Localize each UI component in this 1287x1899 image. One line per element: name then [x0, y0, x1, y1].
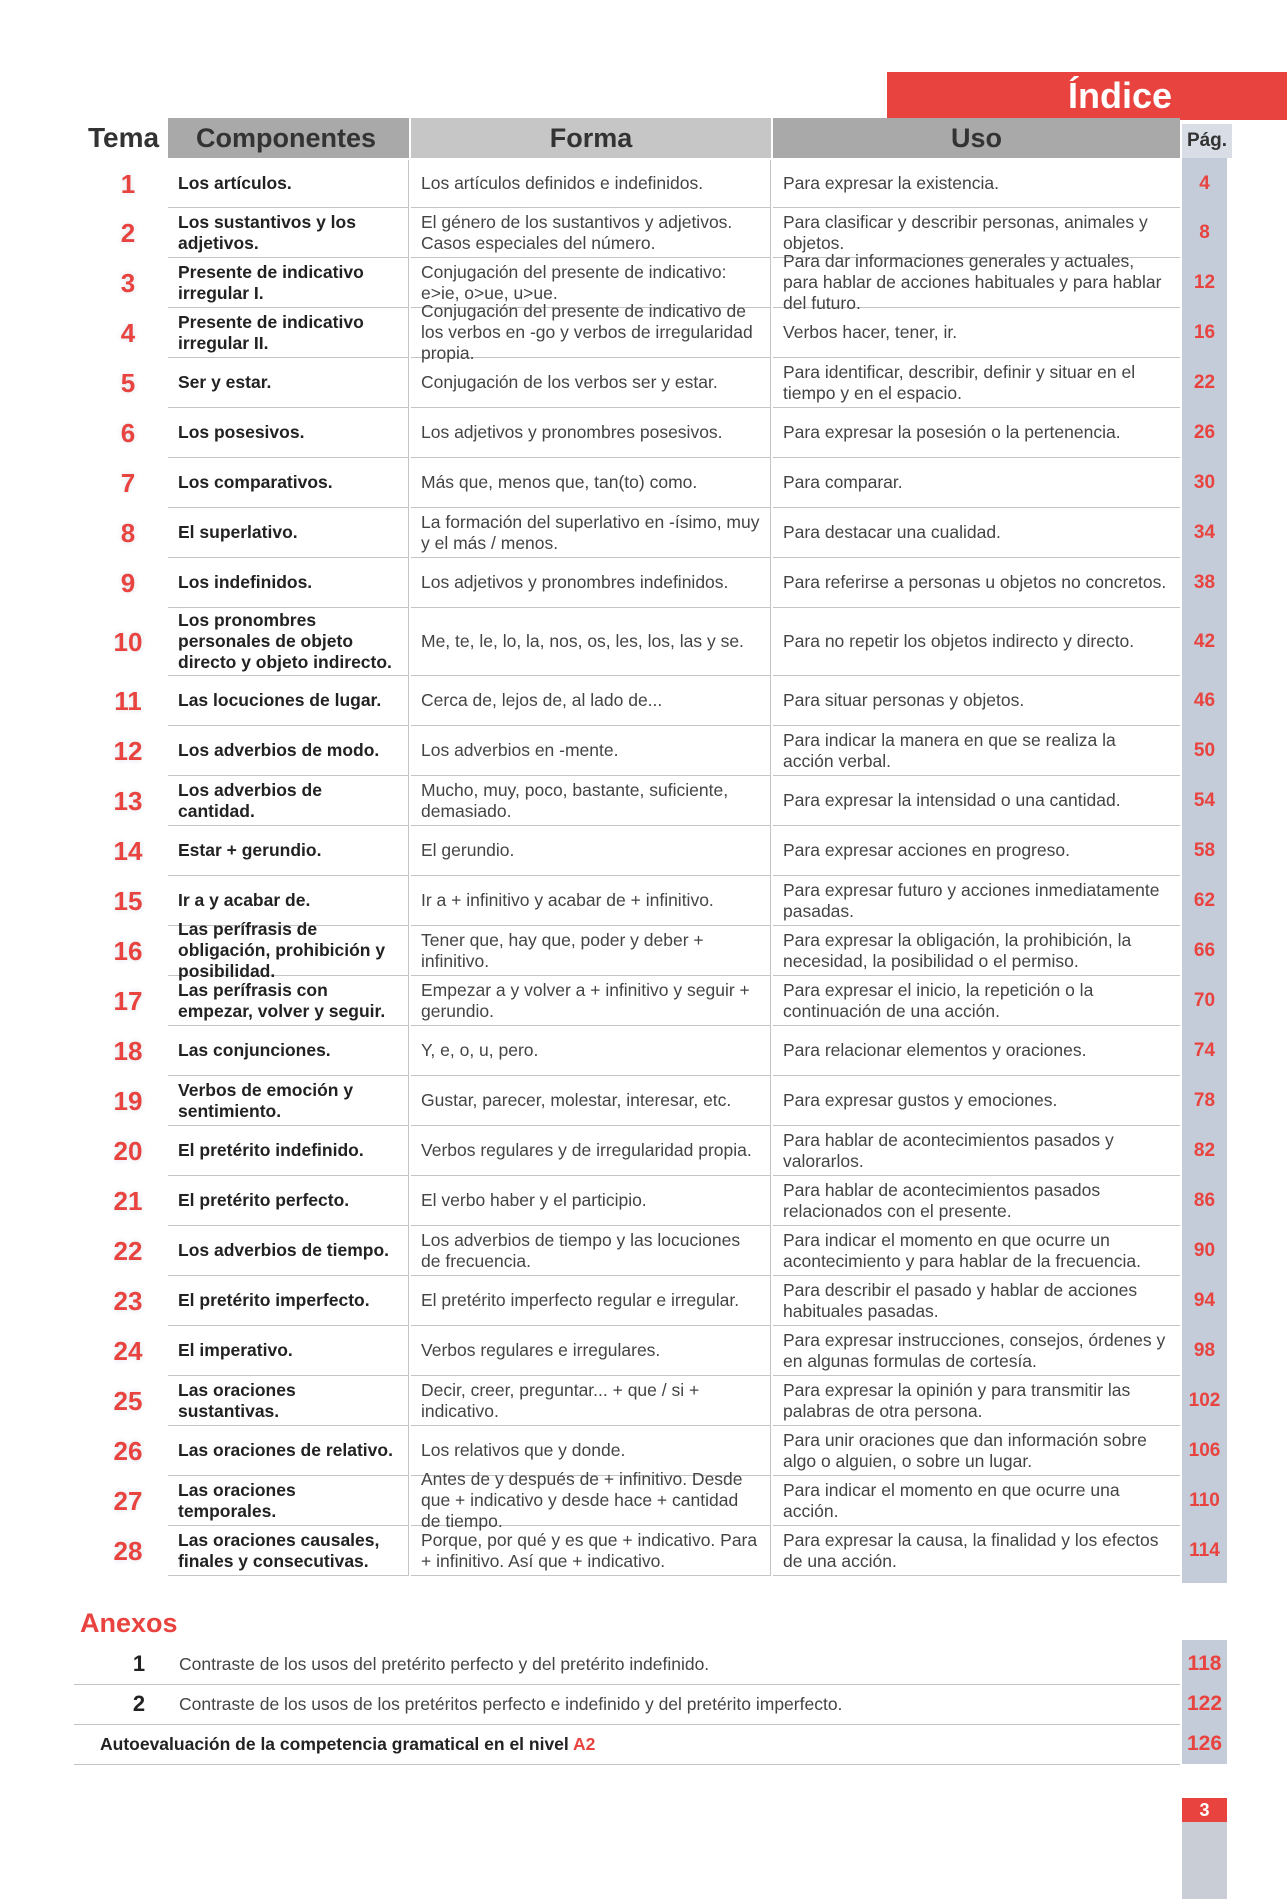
tema-number: 1 [120, 169, 136, 199]
page-ref: 98 [1193, 1340, 1216, 1361]
table-row[interactable] [0, 558, 1287, 608]
forma-cell-text: Mucho, muy, poco, bastante, suficiente, demasiado. [421, 779, 729, 821]
uso-cell [773, 508, 1180, 558]
uso-cell-text: Para expresar el inicio, la repetición o la continuación de una acción. [783, 979, 1094, 1021]
page-number: 3 [1182, 1798, 1227, 1822]
page-ref: 50 [1193, 740, 1216, 761]
table-row[interactable] [0, 776, 1287, 826]
forma-cell-text: El gerundio. [421, 840, 515, 860]
uso-cell-text: Para expresar la opinión y para transmitir las palabras de otra persona. [783, 1379, 1131, 1421]
uso-cell-text: Para dar informaciones generales y actuales, para hablar de acciones habituales y para hablar del futuro. [783, 251, 1162, 313]
componente-cell [168, 776, 409, 826]
forma-cell-text: Conjugación del presente de indicativo: e>ie, o>ue, u>ue. [421, 261, 727, 303]
uso-cell-text: Para referirse a personas u objetos no concretos. [783, 572, 1167, 592]
uso-cell-text: Para expresar la posesión o la pertenencia. [783, 422, 1121, 442]
componente-cell-text: Los posesivos. [178, 422, 305, 442]
componente-cell-text: Los indefinidos. [178, 572, 313, 592]
uso-cell [773, 160, 1180, 208]
uso-cell-text: Para expresar la intensidad o una cantidad. [783, 790, 1121, 810]
componente-cell [168, 208, 409, 258]
tema-number: 16 [113, 936, 143, 966]
uso-cell [773, 1376, 1180, 1426]
page-ref: 30 [1193, 472, 1216, 493]
forma-cell [411, 1469, 771, 1531]
forma-cell [411, 926, 771, 976]
forma-cell-text: Verbos regulares e irregulares. [421, 1340, 661, 1360]
table-row[interactable] [0, 1526, 1287, 1576]
tema-number: 8 [120, 518, 136, 548]
uso-cell [773, 1526, 1180, 1576]
uso-cell-text: Para comparar. [783, 472, 903, 492]
forma-cell [411, 876, 771, 926]
forma-cell-text: Los relativos que y donde. [421, 1440, 626, 1460]
tema-number: 2 [120, 218, 136, 248]
componente-cell-text: El imperativo. [178, 1340, 293, 1360]
componente-cell-text: Las perífrasis con empezar, volver y seguir. [178, 979, 386, 1021]
componente-cell [168, 1526, 409, 1576]
componente-cell-text: Las oraciones causales, finales y consecutivas. [178, 1529, 380, 1571]
table-row[interactable] [0, 508, 1287, 558]
anexo-number: 1 [132, 1651, 146, 1676]
forma-header: Forma [411, 118, 771, 158]
componente-cell-text: Los adverbios de tiempo. [178, 1240, 390, 1260]
uso-cell [773, 976, 1180, 1026]
forma-cell-text: Decir, creer, preguntar... + que / si + indicativo. [421, 1379, 700, 1421]
forma-cell-text: Verbos regulares y de irregularidad propia. [421, 1140, 752, 1160]
uso-cell [773, 1276, 1180, 1326]
uso-header: Uso [773, 118, 1180, 158]
tema-number: 3 [120, 268, 136, 298]
componente-cell [168, 676, 409, 726]
uso-cell [773, 558, 1180, 608]
uso-cell-text: Para describir el pasado y hablar de acciones habituales pasadas. [783, 1279, 1138, 1321]
uso-cell-text: Para expresar futuro y acciones inmediatamente pasadas. [783, 879, 1160, 921]
forma-cell [411, 608, 771, 676]
tema-number: 24 [113, 1336, 143, 1366]
tema-number: 18 [113, 1036, 143, 1066]
page-ref: 86 [1193, 1190, 1216, 1211]
uso-cell-text: Para indicar la manera en que se realiza la acción verbal. [783, 729, 1116, 771]
uso-cell [773, 926, 1180, 976]
tema-number: 15 [113, 886, 143, 916]
componente-cell-text: Ir a y acabar de. [178, 890, 311, 910]
forma-cell-text: Los adverbios de tiempo y las locuciones de frecuencia. [421, 1229, 741, 1271]
autoevaluacion-row[interactable] [74, 1724, 1180, 1765]
forma-cell [411, 676, 771, 726]
table-row[interactable] [0, 1469, 1287, 1531]
forma-cell [411, 1326, 771, 1376]
page-ref: 114 [1189, 1540, 1220, 1561]
componente-cell-text: Las conjunciones. [178, 1040, 331, 1060]
componente-cell [168, 1026, 409, 1076]
forma-cell-text: Cerca de, lejos de, al lado de... [421, 690, 663, 710]
uso-cell [773, 1026, 1180, 1076]
uso-cell [773, 1476, 1180, 1526]
table-row[interactable] [0, 1126, 1287, 1176]
uso-cell [773, 358, 1180, 408]
componente-cell [168, 1276, 409, 1326]
componente-cell-text: Presente de indicativo irregular II. [178, 311, 364, 353]
componente-cell [168, 558, 409, 608]
componente-cell [168, 1126, 409, 1176]
uso-cell [773, 776, 1180, 826]
tema-number: 12 [113, 736, 143, 766]
componente-cell-text: Presente de indicativo irregular I. [178, 261, 364, 303]
page-ref: 38 [1193, 572, 1216, 593]
anexo-number: 2 [132, 1691, 146, 1716]
tema-number: 5 [120, 368, 136, 398]
forma-cell [411, 1226, 771, 1276]
tema-number: 25 [113, 1386, 143, 1416]
componente-cell [168, 976, 409, 1026]
uso-cell-text: Para identificar, describir, definir y situar en el tiempo y en el espacio. [783, 361, 1136, 403]
tema-number: 13 [113, 786, 143, 816]
forma-cell-text: El género de los sustantivos y adjetivos. Casos especiales del número. [421, 211, 733, 253]
forma-cell-text: Conjugación del presente de indicativo de los verbos en -go y verbos de irregularidad propia. [421, 301, 753, 363]
componente-cell-text: Los sustantivos y los adjetivos. [178, 211, 356, 253]
tema-number: 28 [113, 1536, 143, 1566]
forma-cell [411, 826, 771, 876]
tema-number: 21 [113, 1186, 143, 1216]
forma-cell [411, 1526, 771, 1576]
indice-title: Índice [887, 72, 1287, 120]
tema-number: 22 [113, 1236, 143, 1266]
componente-cell-text: Las oraciones sustantivas. [178, 1379, 296, 1421]
table-row[interactable] [0, 1176, 1287, 1226]
forma-cell [411, 976, 771, 1026]
forma-cell-text: Los artículos definidos e indefinidos. [421, 173, 704, 193]
table-row[interactable] [0, 1326, 1287, 1376]
tema-number: 20 [113, 1136, 143, 1166]
uso-cell [773, 251, 1180, 313]
table-row[interactable] [0, 408, 1287, 458]
tema-number: 27 [113, 1486, 143, 1516]
forma-cell [411, 1026, 771, 1076]
tema-number: 26 [113, 1436, 143, 1466]
page-ref: 90 [1193, 1240, 1216, 1261]
page-ref: 78 [1193, 1090, 1216, 1111]
page-ref: 16 [1193, 322, 1216, 343]
table-row[interactable] [0, 458, 1287, 508]
table-row[interactable] [0, 358, 1287, 408]
forma-cell [411, 726, 771, 776]
componente-cell [168, 1476, 409, 1526]
table-row[interactable] [0, 676, 1287, 726]
anexos-title: Anexos [80, 1608, 178, 1638]
componente-cell [168, 726, 409, 776]
uso-cell [773, 408, 1180, 458]
componente-cell [168, 1226, 409, 1276]
componente-cell [168, 458, 409, 508]
uso-cell-text: Para indicar el momento en que ocurre una acción. [783, 1479, 1120, 1521]
forma-cell [411, 301, 771, 363]
componente-cell-text: Los pronombres personales de objeto directo y objeto indirecto. [178, 610, 392, 672]
componente-cell-text: Los artículos. [178, 173, 292, 193]
uso-cell-text: Para hablar de acontecimientos pasados y valorarlos. [783, 1129, 1114, 1171]
page-ref: 74 [1193, 1040, 1216, 1061]
componente-cell-text: El pretérito indefinido. [178, 1140, 364, 1160]
componente-cell-text: Los adverbios de cantidad. [178, 779, 322, 821]
page-ref: 34 [1193, 522, 1216, 543]
forma-cell-text: Gustar, parecer, molestar, interesar, etc. [421, 1090, 732, 1110]
componente-cell-text: Las oraciones de relativo. [178, 1440, 393, 1460]
tema-header: Tema [88, 122, 160, 153]
componente-cell-text: Ser y estar. [178, 372, 272, 392]
forma-cell-text: Los adverbios en -mente. [421, 740, 619, 760]
componente-cell [168, 160, 409, 208]
componente-cell-text: Estar + gerundio. [178, 840, 322, 860]
page-ref: 106 [1188, 1440, 1221, 1461]
uso-cell-text: Para relacionar elementos y oraciones. [783, 1040, 1087, 1060]
uso-cell-text: Para expresar la obligación, la prohibición, la necesidad, la posibilidad o el permiso. [783, 929, 1132, 971]
componente-cell-text: Las locuciones de lugar. [178, 690, 382, 710]
componente-cell [168, 1376, 409, 1426]
tema-number: 7 [120, 468, 136, 498]
uso-cell [773, 876, 1180, 926]
page-ref: 22 [1193, 372, 1216, 393]
page-ref: 8 [1199, 222, 1210, 243]
uso-cell [773, 1126, 1180, 1176]
table-row[interactable] [0, 1026, 1287, 1076]
forma-cell-text: Los adjetivos y pronombres posesivos. [421, 422, 723, 442]
page-ref: 82 [1193, 1140, 1216, 1161]
uso-cell [773, 458, 1180, 508]
forma-cell-text: Porque, por qué y es que + indicativo. Para + infinitivo. Así que + indicativo. [421, 1529, 758, 1571]
table-row[interactable] [0, 1276, 1287, 1326]
uso-cell [773, 1076, 1180, 1126]
page-ref: 62 [1193, 890, 1216, 911]
forma-cell-text: La formación del superlativo en -ísimo, muy y el más / menos. [421, 511, 760, 553]
componente-cell [168, 258, 409, 308]
table-row[interactable] [0, 160, 1287, 208]
uso-cell-text: Para no repetir los objetos indirecto y directo. [783, 631, 1135, 651]
uso-cell [773, 1176, 1180, 1226]
forma-cell-text: Ir a + infinitivo y acabar de + infinitivo. [421, 890, 714, 910]
componente-cell [168, 1426, 409, 1476]
uso-cell-text: Para destacar una cualidad. [783, 522, 1001, 542]
page-ref: 42 [1193, 631, 1216, 652]
uso-cell [773, 1226, 1180, 1276]
componente-cell [168, 608, 409, 676]
forma-cell [411, 1176, 771, 1226]
forma-cell [411, 408, 771, 458]
table-row[interactable] [0, 726, 1287, 776]
tema-number: 6 [120, 418, 136, 448]
forma-cell-text: Los adjetivos y pronombres indefinidos. [421, 572, 729, 592]
uso-cell-text: Para clasificar y describir personas, animales y objetos. [783, 211, 1148, 253]
uso-cell [773, 726, 1180, 776]
uso-cell-text: Para unir oraciones que dan información sobre algo o alguien, o sobre un lugar. [783, 1429, 1147, 1471]
forma-cell [411, 160, 771, 208]
forma-cell-text: Conjugación de los verbos ser y estar. [421, 372, 718, 392]
anexo-row[interactable] [74, 1684, 1180, 1725]
uso-cell-text: Para expresar gustos y emociones. [783, 1090, 1058, 1110]
anexo-text: Contraste de los usos del pretérito perfecto y del pretérito indefinido. [179, 1654, 710, 1674]
page-ref: 70 [1193, 990, 1216, 1011]
uso-cell-text: Para expresar la causa, la finalidad y los efectos de una acción. [783, 1529, 1159, 1571]
componente-cell [168, 1176, 409, 1226]
page-ref: 58 [1193, 840, 1216, 861]
forma-cell-text: Antes de y después de + infinitivo. Desde que + indicativo y desde hace + cantidad de tiempo. [421, 1469, 743, 1531]
componente-cell [168, 308, 409, 358]
uso-cell-text: Para expresar la existencia. [783, 173, 999, 193]
forma-cell [411, 358, 771, 408]
componente-cell-text: El pretérito imperfecto. [178, 1290, 370, 1310]
forma-cell [411, 776, 771, 826]
page-ref: 66 [1193, 940, 1216, 961]
page-ref: 54 [1193, 790, 1216, 811]
tema-number: 4 [120, 318, 136, 348]
table-row[interactable] [0, 301, 1287, 363]
anexo-row[interactable] [74, 1644, 1180, 1685]
forma-cell-text: Empezar a y volver a + infinitivo y seguir + gerundio. [421, 979, 750, 1021]
forma-cell-text: Tener que, hay que, poder y deber + infinitivo. [421, 929, 704, 971]
componente-cell-text: Los comparativos. [178, 472, 333, 492]
tema-number: 11 [114, 686, 142, 716]
table-row[interactable] [0, 976, 1287, 1026]
autoevaluacion-page: 126 [1186, 1732, 1223, 1755]
uso-cell [773, 1426, 1180, 1476]
tema-number: 14 [113, 836, 143, 866]
componente-cell [168, 1326, 409, 1376]
forma-cell [411, 208, 771, 258]
forma-cell [411, 1076, 771, 1126]
componente-cell-text: Las perífrasis de obligación, prohibición y posibilidad. [178, 919, 386, 981]
table-row[interactable] [0, 608, 1287, 676]
forma-cell [411, 1126, 771, 1176]
componente-cell [168, 919, 409, 981]
pag-header: Pág. [1182, 124, 1232, 158]
page-ref: 12 [1193, 272, 1216, 293]
table-row[interactable] [0, 826, 1287, 876]
componente-cell-text: Los adverbios de modo. [178, 740, 380, 760]
componente-cell-text: El superlativo. [178, 522, 298, 542]
uso-cell [773, 1326, 1180, 1376]
forma-cell [411, 1276, 771, 1326]
forma-cell [411, 458, 771, 508]
uso-cell [773, 608, 1180, 676]
componente-cell-text: El pretérito perfecto. [178, 1190, 350, 1210]
page-ref: 46 [1193, 690, 1216, 711]
forma-cell-text: Y, e, o, u, pero. [421, 1040, 539, 1060]
forma-cell-text: El verbo haber y el participio. [421, 1190, 647, 1210]
tema-number: 19 [113, 1086, 143, 1116]
forma-cell [411, 558, 771, 608]
page-ref: 4 [1199, 173, 1210, 194]
uso-cell-text: Para hablar de acontecimientos pasados relacionados con el presente. [783, 1179, 1101, 1221]
anexo-page: 118 [1187, 1652, 1222, 1675]
tema-number: 9 [120, 568, 136, 598]
anexo-text: Contraste de los usos de los pretéritos perfecto e indefinido y del pretérito imperfecto. [179, 1694, 843, 1714]
forma-cell [411, 508, 771, 558]
table-row[interactable] [0, 1076, 1287, 1126]
page-ref: 26 [1193, 422, 1216, 443]
uso-cell-text: Para situar personas y objetos. [783, 690, 1025, 710]
uso-cell [773, 308, 1180, 358]
componente-cell-text: Las oraciones temporales. [178, 1479, 296, 1521]
forma-cell-text: El pretérito imperfecto regular e irregular. [421, 1290, 740, 1310]
tema-number: 10 [113, 627, 143, 657]
tema-number: 23 [113, 1286, 143, 1316]
forma-cell-text: Me, te, le, lo, la, nos, os, les, los, las y se. [421, 631, 744, 651]
componente-cell [168, 508, 409, 558]
componentes-header: Componentes [168, 118, 409, 158]
anexo-page: 122 [1186, 1692, 1223, 1715]
tema-number: 17 [113, 986, 143, 1016]
page-ref: 94 [1193, 1290, 1216, 1311]
autoevaluacion-text: Autoevaluación de la competencia gramatical en el nivel A2 [100, 1734, 596, 1754]
uso-cell-text: Para expresar instrucciones, consejos, órdenes y en algunas formulas de cortesía. [783, 1329, 1166, 1371]
componente-cell-text: Verbos de emoción y sentimiento. [178, 1079, 354, 1121]
forma-cell-text: Más que, menos que, tan(to) como. [421, 472, 698, 492]
table-row[interactable] [0, 1226, 1287, 1276]
componente-cell [168, 826, 409, 876]
componente-cell [168, 1076, 409, 1126]
uso-cell [773, 676, 1180, 726]
componente-cell [168, 408, 409, 458]
uso-cell-text: Para indicar el momento en que ocurre un acontecimiento y para hablar de la frecuencia. [783, 1229, 1141, 1271]
page-ref: 110 [1189, 1490, 1220, 1511]
uso-cell [773, 826, 1180, 876]
uso-cell-text: Verbos hacer, tener, ir. [783, 322, 958, 342]
uso-cell-text: Para expresar acciones en progreso. [783, 840, 1070, 860]
page-ref: 102 [1188, 1390, 1221, 1411]
componente-cell [168, 358, 409, 408]
level-label: A2 [573, 1734, 596, 1754]
forma-cell [411, 1376, 771, 1426]
table-row[interactable] [0, 1376, 1287, 1426]
table-row[interactable] [0, 919, 1287, 981]
